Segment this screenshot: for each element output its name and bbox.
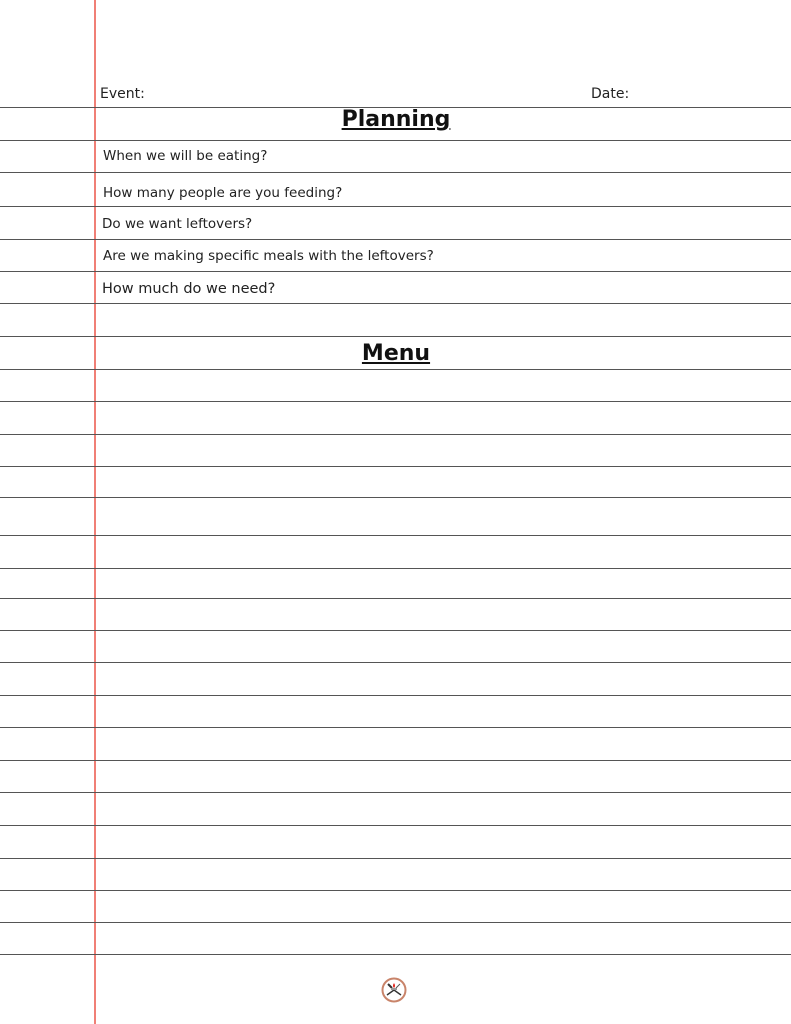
- rule-line: [0, 695, 791, 696]
- margin-line: [94, 0, 96, 1024]
- rule-line: [0, 858, 791, 859]
- camp-cooking-logo-icon: [381, 977, 407, 1003]
- rule-line: [0, 140, 791, 141]
- rule-line: [0, 598, 791, 599]
- rule-line: [0, 727, 791, 728]
- rule-line: [0, 271, 791, 272]
- rule-line: [0, 568, 791, 569]
- rule-line: [0, 303, 791, 304]
- rule-line: [0, 172, 791, 173]
- rule-line: [0, 206, 791, 207]
- planning-title: Planning: [341, 107, 451, 132]
- rule-line: [0, 630, 791, 631]
- rule-line: [0, 239, 791, 240]
- menu-title: Menu: [361, 341, 431, 366]
- rule-line: [0, 401, 791, 402]
- question-how-much: How much do we need?: [102, 281, 276, 297]
- rule-line: [0, 535, 791, 536]
- rule-line: [0, 497, 791, 498]
- rule-line: [0, 434, 791, 435]
- rule-line: [0, 792, 791, 793]
- rule-line: [0, 662, 791, 663]
- rule-line: [0, 760, 791, 761]
- rule-line: [0, 922, 791, 923]
- date-label: Date:: [591, 86, 630, 102]
- question-leftovers: Do we want leftovers?: [102, 216, 253, 232]
- question-how-many-people: How many people are you feeding?: [103, 185, 343, 201]
- rule-line: [0, 890, 791, 891]
- rule-line: [0, 466, 791, 467]
- rule-line: [0, 825, 791, 826]
- rule-line: [0, 954, 791, 955]
- question-when-eating: When we will be eating?: [103, 148, 268, 164]
- event-label: Event:: [100, 86, 145, 102]
- rule-line: [0, 369, 791, 370]
- rule-line: [0, 336, 791, 337]
- question-leftover-meals: Are we making specific meals with the leftovers?: [103, 248, 434, 264]
